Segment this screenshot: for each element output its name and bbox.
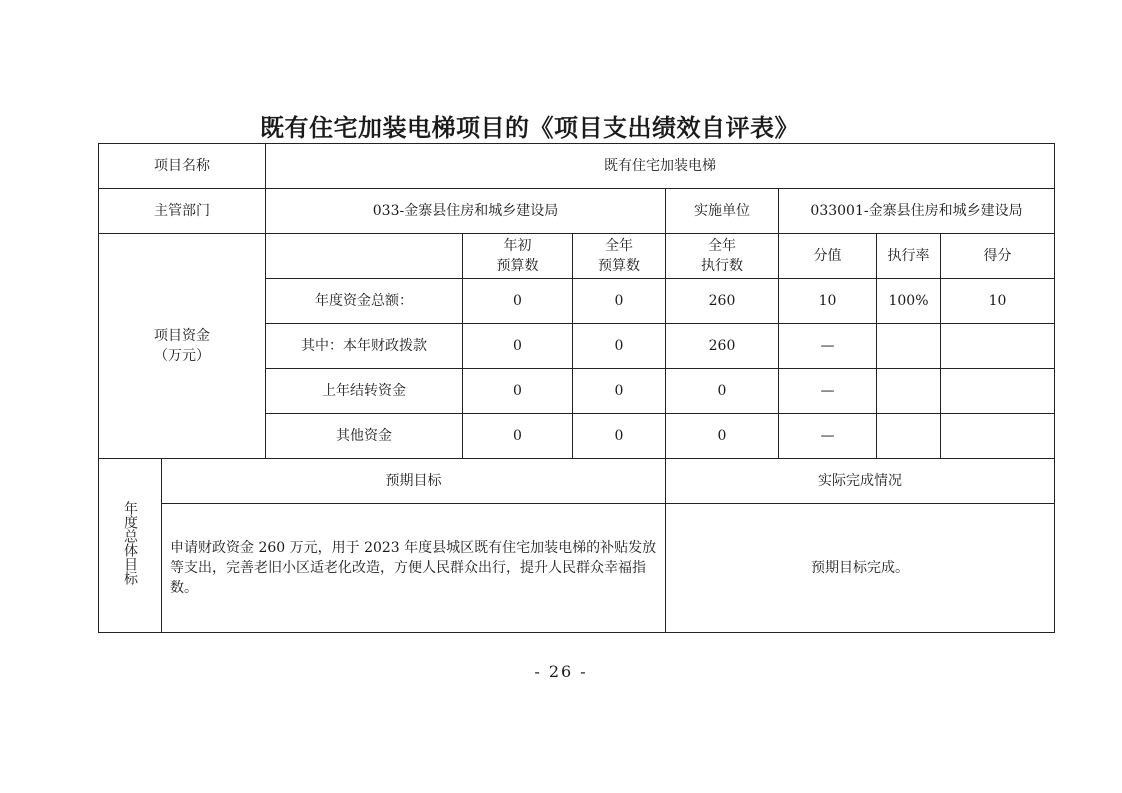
fund-full-exec: 0 <box>666 414 779 459</box>
expected-goal-header: 预期目标 <box>162 459 666 504</box>
fund-score-value: — <box>779 324 877 369</box>
header-score: 得分 <box>941 234 1055 279</box>
impl-unit-value: 033001-金寨县住房和城乡建设局 <box>779 189 1055 234</box>
page-title: 既有住宅加装电梯项目的《项目支出绩效自评表》 <box>260 113 799 142</box>
fund-score: 10 <box>941 279 1055 324</box>
fund-score-value: — <box>779 414 877 459</box>
header-text: 全年 <box>605 238 633 254</box>
fund-score <box>941 369 1055 414</box>
fund-score <box>941 414 1055 459</box>
fund-row-label: 上年结转资金 <box>266 369 463 414</box>
table-row <box>99 234 1055 279</box>
fund-full-exec: 260 <box>666 324 779 369</box>
header-full-exec <box>666 234 779 279</box>
actual-result-text: 预期目标完成。 <box>666 504 1055 633</box>
fund-score-value: 10 <box>779 279 877 324</box>
funds-section-label <box>99 234 266 459</box>
fund-initial: 0 <box>463 414 573 459</box>
table-row <box>99 189 1055 234</box>
fund-full-budget: 0 <box>573 324 666 369</box>
fund-exec-rate <box>877 324 941 369</box>
fund-initial: 0 <box>463 324 573 369</box>
expected-goal-text: 申请财政资金 260 万元，用于 2023 年度县城区既有住宅加装电梯的补贴发放等支出，完善老旧小区适老化改造，方便人民群众出行，提升人民群众幸福指数。 <box>162 504 666 633</box>
fund-initial: 0 <box>463 279 573 324</box>
fund-full-budget: 0 <box>573 414 666 459</box>
impl-unit-label: 实施单位 <box>666 189 779 234</box>
table-row <box>99 459 1055 504</box>
project-name-label: 项目名称 <box>99 144 266 189</box>
header-initial-budget <box>463 234 573 279</box>
fund-score <box>941 324 1055 369</box>
project-name-value: 既有住宅加装电梯 <box>266 144 1055 189</box>
fund-full-exec: 260 <box>666 279 779 324</box>
fund-full-budget: 0 <box>573 279 666 324</box>
fund-exec-rate <box>877 369 941 414</box>
fund-exec-rate: 100% <box>877 279 941 324</box>
header-full-budget <box>573 234 666 279</box>
header-text: 预算数 <box>598 258 640 274</box>
goals-section-label <box>99 459 162 633</box>
header-text: 年初 <box>503 238 532 254</box>
funds-label-line1: 项目资金 <box>154 328 210 344</box>
header-exec-rate: 执行率 <box>877 234 941 279</box>
fund-row-label: 其中：本年财政拨款 <box>266 324 463 369</box>
funds-label-line2: （万元） <box>154 348 210 364</box>
header-text: 预算数 <box>496 258 539 274</box>
fund-full-exec: 0 <box>666 369 779 414</box>
empty-header-cell <box>266 234 463 279</box>
fund-initial: 0 <box>463 369 573 414</box>
header-score-value: 分值 <box>779 234 877 279</box>
fund-exec-rate <box>877 414 941 459</box>
table-row <box>99 144 1055 189</box>
fund-row-label: 年度资金总额： <box>266 279 463 324</box>
dept-label: 主管部门 <box>99 189 266 234</box>
header-text: 执行数 <box>701 258 743 274</box>
page-number: - 26 - <box>534 662 588 681</box>
fund-row-label: 其他资金 <box>266 414 463 459</box>
fund-score-value: — <box>779 369 877 414</box>
dept-value: 033-金寨县住房和城乡建设局 <box>266 189 666 234</box>
goals-section-text: 年度总体目标 <box>122 500 138 585</box>
performance-evaluation-table <box>98 143 1055 633</box>
actual-result-header: 实际完成情况 <box>666 459 1055 504</box>
header-text: 全年 <box>708 238 736 254</box>
fund-full-budget: 0 <box>573 369 666 414</box>
table-row <box>99 504 1055 633</box>
